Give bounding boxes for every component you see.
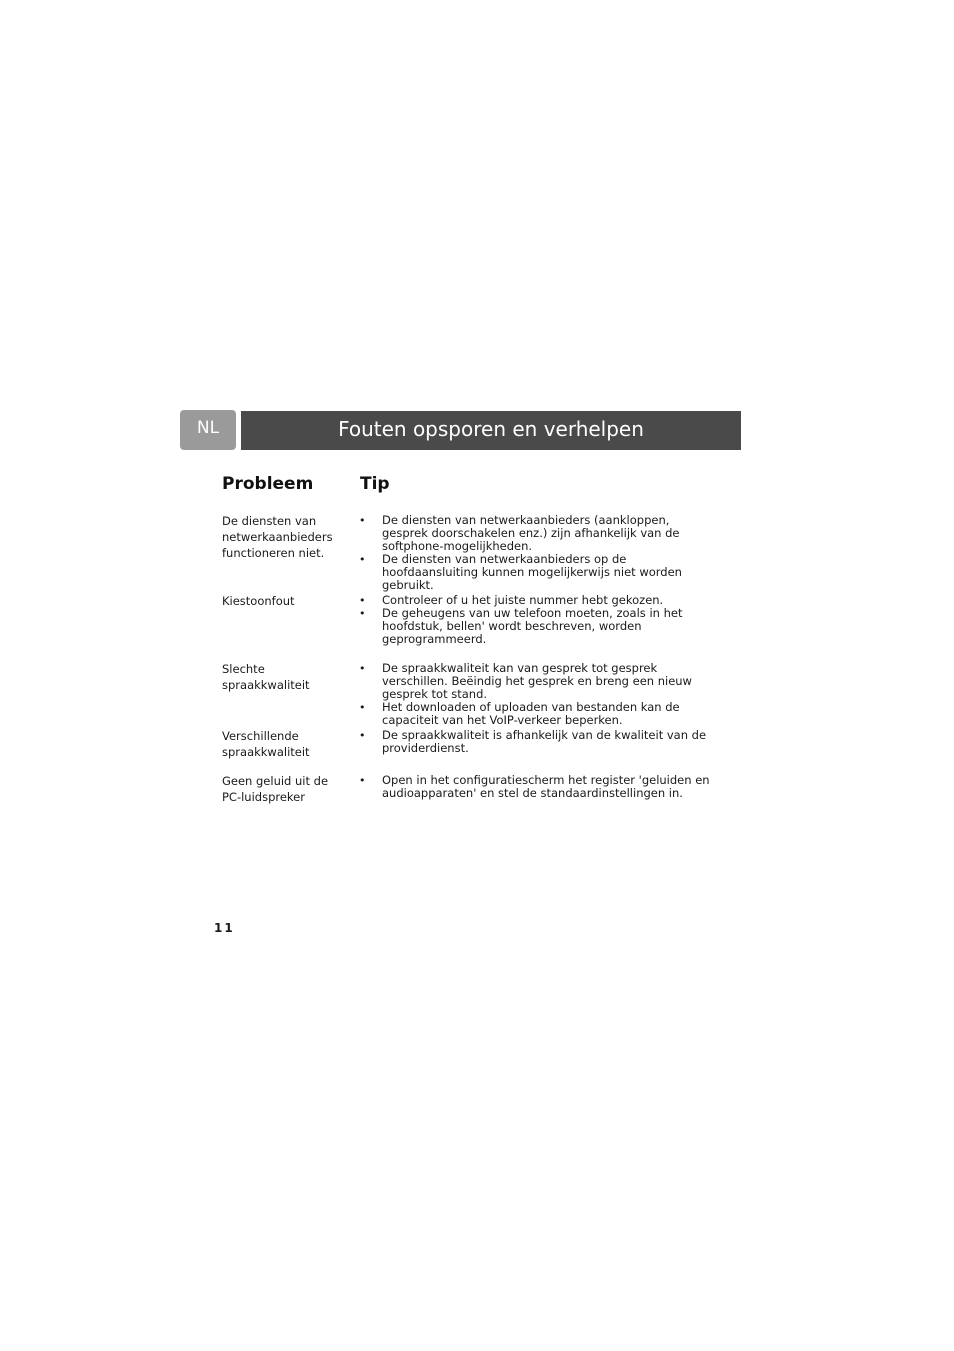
tip-item: • Open in het configuratiescherm het register 'geluiden en audioapparaten' en stel de standaardinstellingen in. xyxy=(356,774,716,800)
tip-item: • De diensten van netwerkaanbieders (aankloppen, gesprek doorschakelen enz.) zijn afhankelijk van de softphone-mogelijkheden. xyxy=(356,514,716,553)
page-title: Fouten opsporen en verhelpen xyxy=(241,411,741,450)
column-header-problem: Probleem xyxy=(222,474,314,494)
problem-text: Kiestoonfout xyxy=(222,594,295,608)
tip-item: • De spraakkwaliteit is afhankelijk van de kwaliteit van de providerdienst. xyxy=(356,729,716,755)
problem-text: Verschillende spraakkwaliteit xyxy=(222,729,310,759)
language-tab: NL xyxy=(180,410,236,450)
tip-list xyxy=(356,514,716,592)
tip-item: • De geheugens van uw telefoon moeten, zoals in het hoofdstuk, bellen' wordt beschreven, worden geprogrammeerd. xyxy=(356,607,716,646)
tip-item: • Controleer of u het juiste nummer hebt gekozen. xyxy=(356,594,716,607)
page-number: 11 xyxy=(214,921,235,935)
tip-item: • Het downloaden of uploaden van bestanden kan de capaciteit van het VoIP-verkeer beperken. xyxy=(356,701,716,727)
tip-item: • De diensten van netwerkaanbieders op de hoofdaansluiting kunnen mogelijkerwijs niet worden gebruikt. xyxy=(356,553,716,592)
problem-text: Geen geluid uit de PC-luidspreker xyxy=(222,774,329,804)
problem-text: De diensten van netwerkaanbieders functioneren niet. xyxy=(222,514,333,560)
tip-list xyxy=(356,662,716,727)
tip-item: • De spraakkwaliteit kan van gesprek tot gesprek verschillen. Beëindig het gesprek en breng een nieuw gesprek tot stand. xyxy=(356,662,716,701)
column-header-tip: Tip xyxy=(360,474,390,494)
tip-list xyxy=(356,774,716,800)
tip-list xyxy=(356,594,716,646)
problem-text: Slechte spraakkwaliteit xyxy=(222,662,310,692)
tip-list xyxy=(356,729,716,755)
